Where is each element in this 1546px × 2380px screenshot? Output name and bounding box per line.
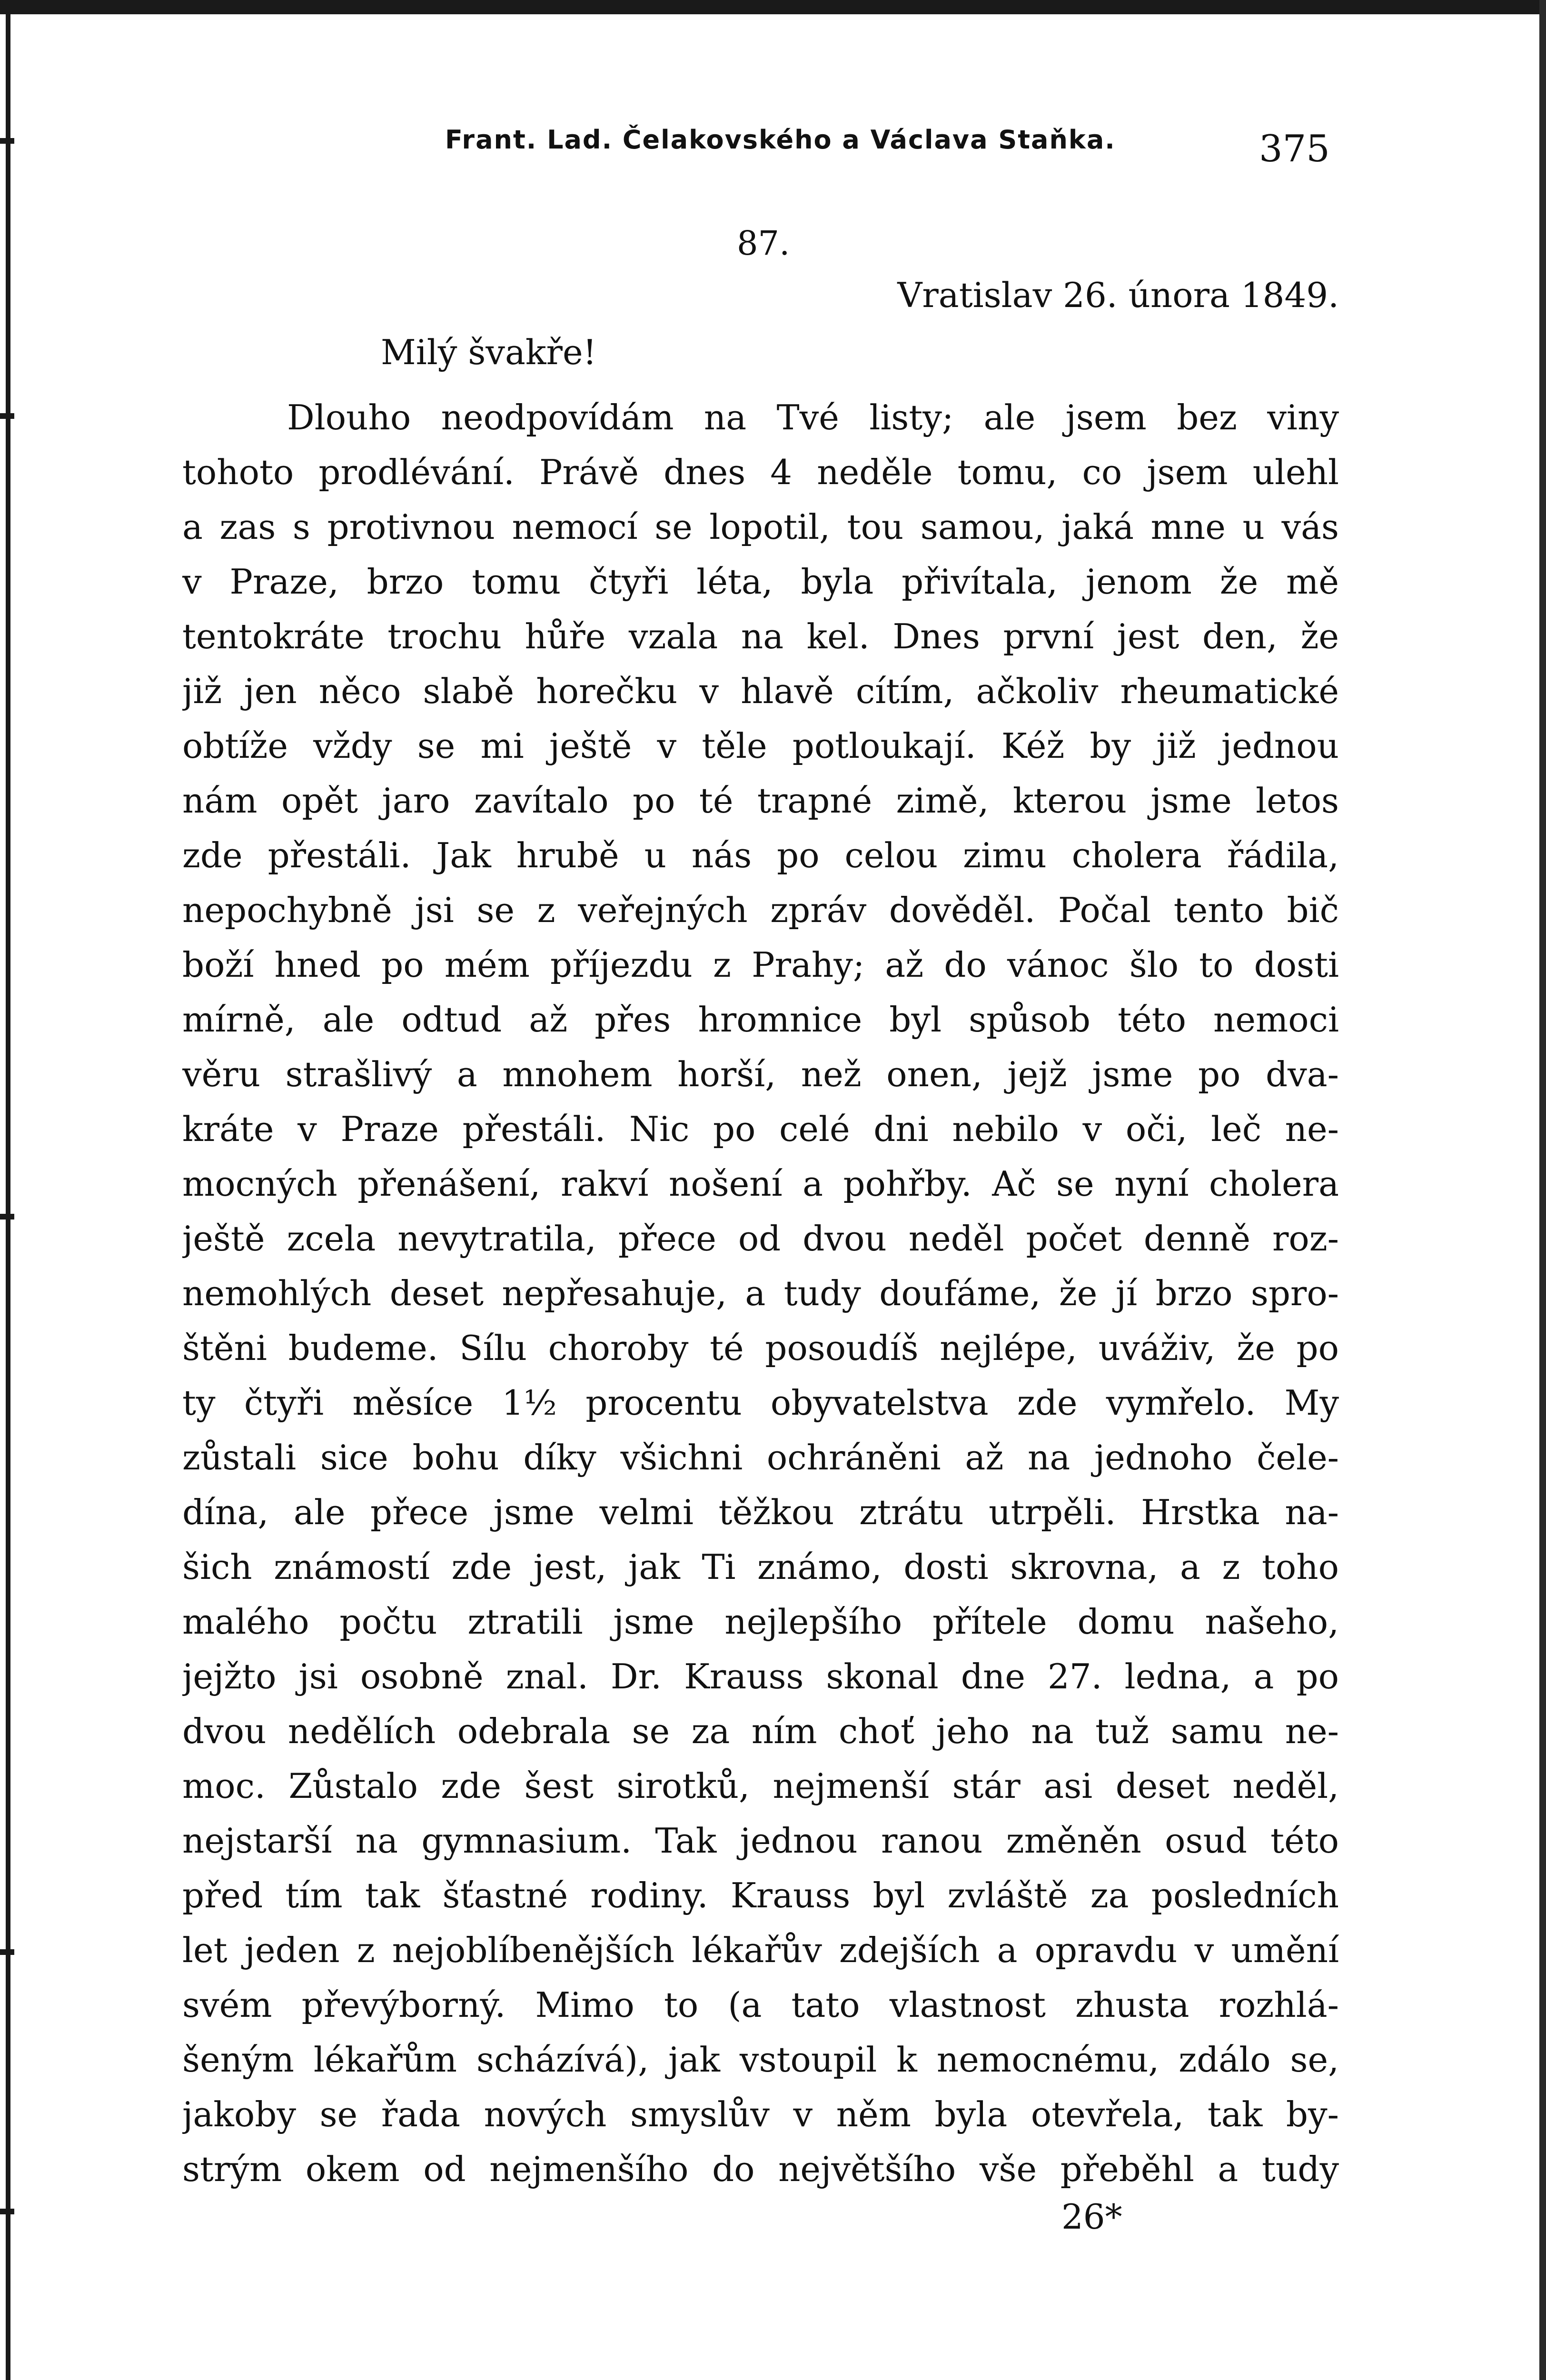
text-line: zde přestáli. Jak hrubě u nás po celou zimu cholera řádila, [182, 835, 1339, 875]
binding-tick [0, 1949, 14, 1955]
text-line: mírně, ale odtud až přes hromnice byl spůsob této nemoci [182, 1000, 1339, 1040]
text-line: šeným lékařům scházívá), jak vstoupil k nemocnému, zdálo se, [182, 2040, 1339, 2080]
text-line: obtíže vždy se mi ještě v těle potloukají. Kéž by již jednou [182, 726, 1339, 766]
letter-body [182, 390, 1339, 2197]
text-line: svém převýborný. Mimo to (a tato vlastnost zhusta rozhlá- [182, 1985, 1339, 2025]
binding-tick [0, 138, 14, 144]
page-number: 375 [1259, 128, 1330, 170]
text-line: strým okem od nejmenšího do největšího vše přeběhl a tudy [182, 2149, 1339, 2189]
binding-tick [0, 1214, 14, 1220]
text-line: již jen něco slabě horečku v hlavě cítím, ačkoliv rheumatické [182, 671, 1339, 711]
salutation: Milý švakře! [381, 332, 597, 372]
text-line: ještě zcela nevytratila, přece od dvou neděl počet denně roz- [182, 1219, 1339, 1259]
dateline: Vratislav 26. února 1849. [897, 275, 1339, 315]
text-line: dvou nedělích odebrala se za ním choť jeho na tuž samu ne- [182, 1711, 1339, 1751]
text-line: mocných přenášení, rakví nošení a pohřby. Ač se nyní cholera [182, 1164, 1339, 1204]
text-line: dína, ale přece jsme velmi těžkou ztrátu utrpěli. Hrstka na- [182, 1492, 1339, 1532]
scan-border-top [0, 0, 1546, 14]
text-line: Dlouho neodpovídám na Tvé listy; ale jsem bez viny [287, 397, 1339, 437]
text-line: v Praze, brzo tomu čtyři léta, byla přivítala, jenom že mě [182, 562, 1339, 602]
binding-tick [0, 413, 14, 419]
text-line: šich známostí zde jest, jak Ti známo, dosti skrovna, a z toho [182, 1547, 1339, 1587]
text-line: štěni budeme. Sílu choroby té posoudíš nejlépe, uváživ, že po [182, 1328, 1339, 1368]
text-line: tohoto prodlévání. Právě dnes 4 neděle tomu, co jsem ulehl [182, 452, 1339, 492]
text-line: boží hned po mém příjezdu z Prahy; až do vánoc šlo to dosti [182, 945, 1339, 985]
text-line: nepochybně jsi se z veřejných zpráv dověděl. Počal tento bič [182, 890, 1339, 930]
text-line: ty čtyři měsíce 1½ procentu obyvatelstva zde vymřelo. My [182, 1383, 1339, 1423]
text-line: moc. Zůstalo zde šest sirotků, nejmenší stár asi deset neděl, [182, 1766, 1339, 1806]
text-line: jejžto jsi osobně znal. Dr. Krauss skonal dne 27. ledna, a po [182, 1656, 1339, 1696]
scan-border-left [6, 0, 10, 2380]
sheet-signature: 26* [1061, 2197, 1122, 2237]
text-line: věru strašlivý a mnohem horší, než onen, jejž jsme po dva- [182, 1054, 1339, 1094]
text-line: let jeden z nejoblíbenějších lékařův zdejších a opravdu v umění [182, 1930, 1339, 1970]
text-line: nemohlých deset nepřesahuje, a tudy doufáme, že jí brzo spro- [182, 1273, 1339, 1313]
text-line: a zas s protivnou nemocí se lopotil, tou samou, jaká mne u vás [182, 507, 1339, 547]
binding-tick [0, 2209, 14, 2214]
text-line: před tím tak šťastné rodiny. Krauss byl zvláště za posledních [182, 1875, 1339, 1915]
text-line: nám opět jaro zavítalo po té trapné zimě, kterou jsme letos [182, 781, 1339, 821]
letter-number: 87. [737, 224, 790, 263]
text-line: malého počtu ztratili jsme nejlepšího přítele domu našeho, [182, 1602, 1339, 1642]
text-line: zůstali sice bohu díky všichni ochráněni až na jednoho čele- [182, 1438, 1339, 1478]
running-head: Frant. Lad. Čelakovského a Václava Staňka. [445, 125, 1116, 155]
text-line: jakoby se řada nových smyslův v něm byla otevřela, tak by- [182, 2094, 1339, 2134]
text-line: tentokráte trochu hůře vzala na kel. Dnes první jest den, že [182, 616, 1339, 656]
text-line: nejstarší na gymnasium. Tak jednou ranou změněn osud této [182, 1821, 1339, 1861]
text-line: kráte v Praze přestáli. Nic po celé dni nebilo v oči, leč ne- [182, 1109, 1339, 1149]
scan-border-right [1539, 0, 1546, 2380]
